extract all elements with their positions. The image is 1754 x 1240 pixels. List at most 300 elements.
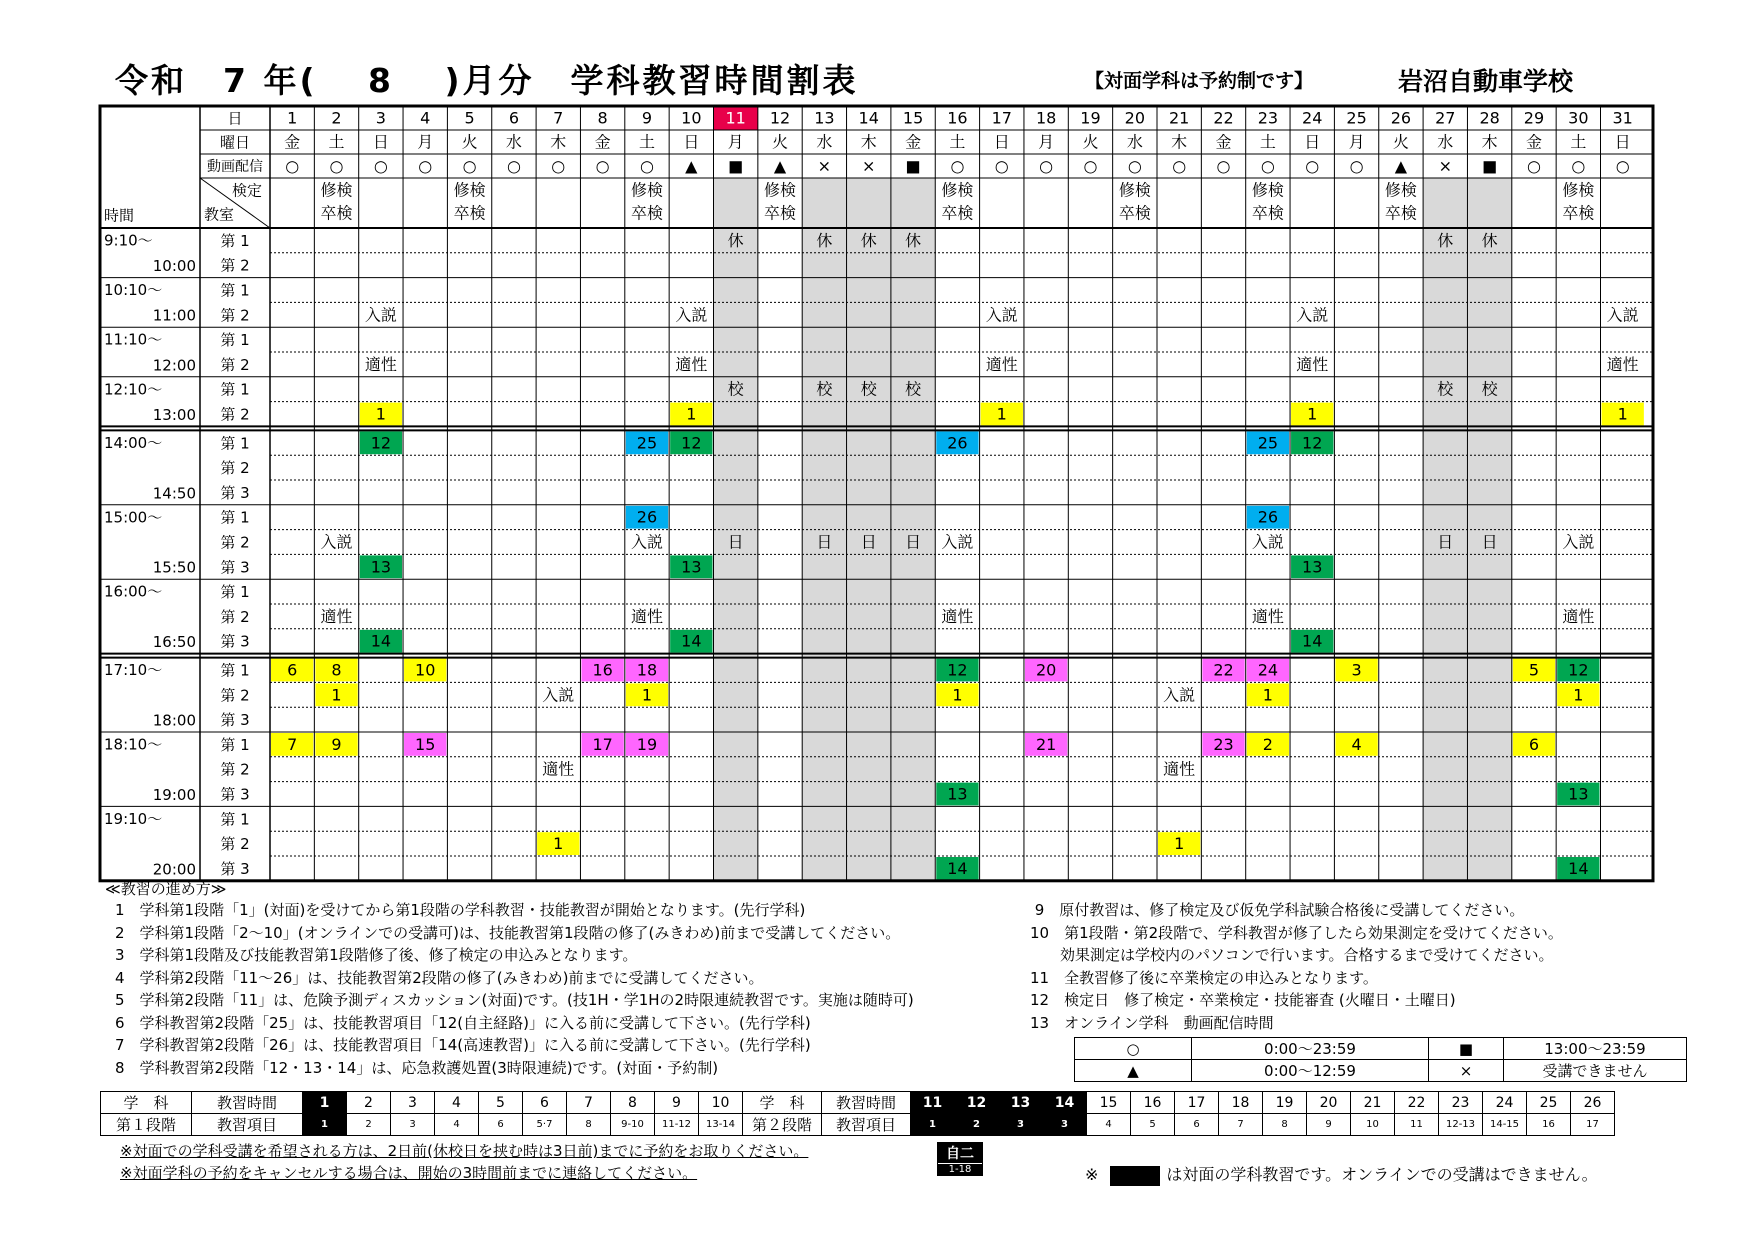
reservation-line-1: ※対面での学科受講を希望される方は、2日前(休校日を挟む時は3日前)までに予約をお取りください。	[120, 1142, 809, 1160]
day-number: 23	[1257, 108, 1279, 128]
lesson-label: 休	[727, 230, 744, 250]
lesson-label: 7	[287, 734, 298, 754]
weekday: 金	[1525, 132, 1542, 152]
day-number: 28	[1479, 108, 1500, 128]
day-number: 11	[725, 108, 746, 128]
weekday: 火	[772, 132, 789, 152]
lesson-label: 3	[1351, 660, 1362, 680]
stage1-item: 4	[435, 1114, 479, 1136]
room-label: 第 1	[220, 661, 250, 680]
school-name: 岩沼自動車学校	[1398, 67, 1574, 96]
day-number: 25	[1346, 108, 1367, 128]
lesson-label: 適性	[320, 606, 353, 626]
note-left: 8 学科教習第2段階「12・13・14」は、応急救護処置(3時限連続)です。(対面・予約制)	[115, 1058, 719, 1077]
room-label: 第 1	[220, 735, 250, 754]
lesson-label: 5	[1528, 660, 1540, 680]
stage2-item: 1	[911, 1114, 955, 1136]
time-start: 19:10～	[104, 809, 163, 828]
stage2-item: 10	[1351, 1114, 1395, 1136]
lesson-label: 1	[1573, 685, 1584, 705]
weekday: 木	[1481, 132, 1498, 152]
note-left: 5 学科第2段階「11」は、危険予測ディスカッション(対面)です。(技1H・学1Hの2時限連続教習です。実施は随時可)	[115, 991, 914, 1009]
lesson-label: 1	[1617, 404, 1628, 424]
weekday: 土	[328, 132, 345, 152]
lesson-label: 適性	[985, 354, 1018, 374]
day-number: 19	[1080, 108, 1101, 128]
note-right: 11 全教習修了後に卒業検定の申込みとなります。	[1030, 968, 1378, 987]
note-right: 効果測定は学校内のパソコンで行います。合格するまで受けてください。	[1030, 946, 1554, 964]
time-end: 10:00	[152, 257, 196, 276]
lesson-label: 12	[1302, 433, 1323, 453]
lesson-label: 休	[816, 230, 833, 250]
time-end: 20:00	[152, 860, 196, 879]
room-label: 第 2	[220, 256, 250, 275]
lesson-label: 入説	[630, 532, 663, 552]
video-mark: ○	[329, 156, 344, 176]
lesson-label: 1	[1307, 404, 1318, 424]
lesson-label: 日	[727, 532, 744, 552]
stage2-time: 19	[1263, 1092, 1307, 1114]
lesson-label: 2	[1262, 734, 1273, 754]
video-mark: ×	[817, 156, 832, 176]
room-label: 第 2	[220, 405, 250, 424]
stage2-item: 3	[1043, 1114, 1087, 1136]
day-number: 27	[1435, 108, 1456, 128]
kentei-shuken: 修検	[1562, 180, 1595, 200]
stage2-item: 6	[1175, 1114, 1219, 1136]
lesson-label: 19	[636, 734, 658, 754]
weekday: 日	[993, 132, 1010, 152]
stage2-time: 20	[1307, 1092, 1351, 1114]
video-mark: ○	[1349, 156, 1364, 176]
lesson-label: 25	[636, 433, 658, 453]
weekday: 土	[1570, 132, 1587, 152]
weekday: 木	[860, 132, 877, 152]
weekday: 水	[505, 132, 522, 152]
lesson-label: 校	[905, 379, 922, 399]
weekday: 土	[1259, 132, 1276, 152]
lesson-label: 13	[947, 784, 968, 804]
day-number: 3	[375, 108, 386, 128]
video-mark: ▲	[685, 156, 698, 176]
lesson-label: 20	[1035, 660, 1057, 680]
footnote-text: は対面の学科教習です。オンラインでの受講はできません。	[1166, 1165, 1598, 1184]
page-title: 令和 7 年( 8 )月分 学科教習時間割表	[115, 61, 859, 100]
lesson-label: 休	[905, 230, 922, 250]
video-mark: ○	[1526, 156, 1541, 176]
weekday: 日	[1304, 132, 1321, 152]
note-left: 4 学科第2段階「11～26」は、技能教習第2段階の修了(みきわめ)前までに受講してください。	[115, 968, 764, 987]
stage1-time: 7	[567, 1092, 611, 1114]
lesson-label: 6	[1528, 734, 1540, 754]
lesson-label: 入説	[542, 685, 575, 705]
room-label: 第 1	[220, 281, 250, 300]
lesson-label: 日	[860, 532, 877, 552]
stage1-time: 2	[347, 1092, 391, 1114]
stage1-label: 第１段階	[101, 1114, 192, 1136]
video-mark: ○	[1615, 156, 1630, 176]
video-mark: ○	[1216, 156, 1231, 176]
stage1-time: 1	[303, 1092, 347, 1114]
room-label: 第 2	[220, 306, 250, 325]
note-right: 12 検定日 修了検定・卒業検定・技能審査 (火曜日・土曜日)	[1030, 991, 1456, 1009]
day-number: 22	[1213, 108, 1234, 128]
weekday: 水	[816, 132, 833, 152]
stage1-time: 8	[611, 1092, 655, 1114]
video-mark: ■	[905, 156, 921, 176]
note-left: 1 学科第1段階「1」(対面)を受けてから第1段階の学科教習・技能教習が開始となります。(先行学科)	[115, 901, 806, 919]
stage1-item: 9-10	[611, 1114, 655, 1136]
gakka-label-2: 学 科	[743, 1092, 822, 1114]
lesson-label: 9	[331, 734, 342, 754]
stage2-time: 22	[1395, 1092, 1439, 1114]
lesson-label: 適性	[1296, 354, 1329, 374]
video-mark: ○	[418, 156, 433, 176]
day-number: 21	[1168, 108, 1190, 128]
stage2-time: 13	[999, 1092, 1043, 1114]
gakka-label: 学 科	[101, 1092, 192, 1114]
video-mark: ○	[373, 156, 388, 176]
footnote-mark: ※	[1085, 1165, 1099, 1184]
video-mark: ○	[1172, 156, 1187, 176]
lesson-label: 1	[331, 685, 342, 705]
room-label: 第 3	[220, 785, 250, 804]
note-left: 6 学科教習第2段階「25」は、技能教習項目「12(自主経路)」に入る前に受講して下さい。(先行学科)	[115, 1013, 811, 1032]
day-number: 20	[1124, 108, 1146, 128]
lesson-label: 8	[331, 660, 342, 680]
stage2-item: 11	[1395, 1114, 1439, 1136]
lesson-label: 26	[636, 507, 658, 527]
lesson-label: 14	[370, 631, 392, 651]
room-label: 第 2	[220, 607, 250, 626]
video-mark: ○	[1083, 156, 1098, 176]
lesson-label: 校	[1481, 379, 1498, 399]
stage1-item: 2	[347, 1114, 391, 1136]
legend-cross: ×	[1429, 1060, 1504, 1082]
reservation-notice: 【対面学科は予約制です】	[1085, 70, 1314, 92]
day-number: 5	[464, 108, 475, 128]
stage1-item: 6	[479, 1114, 523, 1136]
notes-header: ≪教習の進め方≫	[105, 880, 227, 898]
kentei-sotsuken: 卒検	[764, 203, 797, 223]
video-mark: ○	[285, 156, 300, 176]
day-number: 6	[508, 108, 520, 128]
stage2-label: 第２段階	[743, 1114, 822, 1136]
weekday: 土	[638, 132, 655, 152]
time-end: 14:50	[152, 484, 196, 503]
room-label: 第 1	[220, 810, 250, 829]
stage2-time: 21	[1351, 1092, 1395, 1114]
video-mark: ▲	[1394, 156, 1408, 176]
lesson-label: 4	[1351, 734, 1362, 754]
video-mark: ○	[595, 156, 610, 176]
stage1-item: 5·7	[523, 1114, 567, 1136]
video-mark: ○	[1039, 156, 1054, 176]
lesson-label: 12	[1568, 660, 1589, 680]
lesson-label: 18	[636, 660, 658, 680]
weekday-label: 曜日	[219, 133, 251, 152]
day-number: 12	[769, 108, 791, 128]
lesson-label: 休	[1437, 230, 1454, 250]
lesson-label: 13	[370, 557, 392, 577]
video-mark: ▲	[773, 156, 787, 176]
lesson-label: 適性	[542, 759, 575, 779]
time-end: 19:00	[152, 785, 196, 804]
time-start: 15:00～	[104, 508, 163, 527]
lesson-label: 12	[681, 433, 702, 453]
stage2-item: 17	[1571, 1114, 1615, 1136]
time-start: 14:00～	[104, 433, 163, 452]
legend-circle: ○	[1075, 1038, 1192, 1060]
time-start: 16:00～	[104, 582, 163, 601]
video-legend	[1074, 1037, 1687, 1082]
time-start: 12:10～	[104, 380, 163, 399]
note-left: 3 学科第1段階及び技能教習第1段階修了後、修了検定の申込みとなります。	[115, 946, 638, 964]
legend-triangle: ▲	[1075, 1060, 1192, 1082]
weekday: 水	[1126, 132, 1143, 152]
stage2-item: 12-13	[1439, 1114, 1483, 1136]
lesson-label: 15	[415, 734, 436, 754]
lesson-label: 1	[1174, 834, 1185, 854]
weekday: 木	[550, 132, 567, 152]
jiji-range: 1-18	[948, 1164, 972, 1175]
time-start: 17:10～	[104, 661, 163, 680]
video-mark: ○	[462, 156, 477, 176]
closed-day-shade	[891, 178, 935, 881]
stage2-time: 18	[1219, 1092, 1263, 1114]
black-box-icon	[1110, 1166, 1160, 1186]
stage1-item: 1	[303, 1114, 347, 1136]
stage1-item: 11-12	[655, 1114, 699, 1136]
lesson-label: 休	[1481, 230, 1498, 250]
curriculum-table	[100, 1091, 1615, 1136]
stage2-time: 26	[1571, 1092, 1615, 1114]
kentei-label: 検定	[231, 181, 262, 200]
lesson-label: 26	[947, 433, 968, 453]
weekday: 木	[1171, 132, 1188, 152]
kentei-shuken: 修検	[1118, 180, 1151, 200]
lesson-label: 13	[681, 557, 702, 577]
lesson-label: 入説	[1296, 305, 1329, 325]
lesson-label: 12	[370, 433, 392, 453]
jiji-box	[937, 1142, 983, 1176]
kentei-sotsuken: 卒検	[1384, 203, 1417, 223]
room-label: 第 1	[220, 508, 250, 527]
stage1-item: 3	[391, 1114, 435, 1136]
lesson-label: 日	[816, 532, 833, 552]
stage1-time: 9	[655, 1092, 699, 1114]
room-label: 第 1	[220, 583, 250, 602]
lesson-label: 適性	[675, 354, 708, 374]
lesson-label: 22	[1213, 660, 1234, 680]
weekday: 土	[949, 132, 966, 152]
day-number: 18	[1035, 108, 1057, 128]
note-right: 9 原付教習は、修了検定及び仮免学科試験合格後に受講してください。	[1030, 901, 1525, 919]
lesson-label: 1	[553, 834, 564, 854]
jikan-label: 時間	[104, 206, 135, 225]
stage2-time: 11	[911, 1092, 955, 1114]
time-start: 11:10～	[104, 330, 163, 349]
day-number: 30	[1568, 108, 1589, 128]
stage2-item: 8	[1263, 1114, 1307, 1136]
lesson-label: 入説	[320, 532, 353, 552]
closed-day-shade	[847, 178, 891, 881]
kentei-sotsuken: 卒検	[1562, 203, 1595, 223]
kentei-shuken: 修検	[320, 180, 353, 200]
video-label: 動画配信	[207, 159, 263, 175]
weekday: 金	[1215, 132, 1232, 152]
stage1-time: 3	[391, 1092, 435, 1114]
room-label: 第 3	[220, 711, 250, 730]
weekday: 水	[1437, 132, 1454, 152]
lesson-label: 14	[681, 631, 702, 651]
weekday: 金	[284, 132, 301, 152]
lesson-label: 入説	[1163, 685, 1196, 705]
lesson-label: 入説	[985, 305, 1018, 325]
day-number: 16	[947, 108, 968, 128]
room-label: 第 2	[220, 459, 250, 478]
kentei-sotsuken: 卒検	[1118, 203, 1151, 223]
lesson-label: 入説	[1606, 305, 1639, 325]
legend-cross-text: 受講できません	[1504, 1060, 1687, 1082]
room-label: 第 2	[220, 355, 250, 374]
weekday: 火	[461, 132, 478, 152]
stage2-time: 23	[1439, 1092, 1483, 1114]
note-right: 10 第1段階・第2段階で、学科教習が修了したら効果測定を受けてください。	[1030, 923, 1563, 942]
lesson-label: 17	[592, 734, 613, 754]
time-end: 11:00	[152, 306, 196, 325]
legend-square: ■	[1429, 1038, 1504, 1060]
day-number: 14	[858, 108, 879, 128]
time-end: 18:00	[152, 711, 196, 730]
weekday: 火	[1082, 132, 1099, 152]
legend-circle-time: 0:00～23:59	[1192, 1038, 1429, 1060]
jiji-label: 自二	[938, 1143, 982, 1164]
lesson-label: 適性	[941, 606, 974, 626]
lesson-label: 校	[816, 379, 833, 399]
kentei-shuken: 修検	[453, 180, 486, 200]
stage2-time: 16	[1131, 1092, 1175, 1114]
video-mark: ○	[1305, 156, 1320, 176]
note-right: 13 オンライン学科 動画配信時間	[1030, 1013, 1274, 1032]
kentei-shuken: 修検	[630, 180, 663, 200]
kentei-shuken: 修検	[1251, 180, 1284, 200]
lesson-label: 24	[1257, 660, 1279, 680]
time-end: 16:50	[152, 633, 196, 652]
room-label: 第 2	[220, 835, 250, 854]
stage2-time: 14	[1043, 1092, 1087, 1114]
lesson-label: 10	[415, 660, 436, 680]
room-label: 第 3	[220, 859, 250, 878]
lesson-label: 日	[1481, 532, 1498, 552]
day-number: 8	[597, 108, 608, 128]
weekday: 月	[1038, 132, 1055, 152]
stage1-item: 8	[567, 1114, 611, 1136]
day-number: 1	[287, 108, 298, 128]
video-mark: ○	[551, 156, 566, 176]
lesson-label: 23	[1213, 734, 1234, 754]
lesson-label: 26	[1257, 507, 1279, 527]
weekday: 金	[594, 132, 611, 152]
lesson-label: 適性	[1251, 606, 1284, 626]
weekday: 月	[727, 132, 744, 152]
lesson-label: 6	[287, 660, 298, 680]
stage2-item: 7	[1219, 1114, 1263, 1136]
kyoshu-jikan-label-2: 教習時間	[822, 1092, 911, 1114]
lesson-label: 1	[1262, 685, 1273, 705]
stage2-item: 2	[955, 1114, 999, 1136]
day-number: 24	[1302, 108, 1323, 128]
kentei-sotsuken: 卒検	[320, 203, 353, 223]
closed-day-shade	[1423, 178, 1467, 881]
kentei-sotsuken: 卒検	[941, 203, 974, 223]
lesson-label: 適性	[630, 606, 663, 626]
day-number: 9	[641, 108, 653, 128]
video-mark: ○	[994, 156, 1009, 176]
stage2-item: 9	[1307, 1114, 1351, 1136]
stage1-time: 5	[479, 1092, 523, 1114]
lesson-label: 適性	[1606, 354, 1639, 374]
lesson-label: 13	[1568, 784, 1589, 804]
lesson-label: 入説	[941, 532, 974, 552]
kyoshitsu-label: 教室	[204, 205, 235, 224]
time-start: 18:10～	[104, 735, 163, 754]
lesson-label: 1	[996, 404, 1007, 424]
room-label: 第 3	[220, 483, 250, 502]
stage2-item: 16	[1527, 1114, 1571, 1136]
lesson-label: 1	[952, 685, 963, 705]
footnote	[1085, 1162, 1598, 1186]
day-number: 26	[1390, 108, 1412, 128]
stage2-time: 25	[1527, 1092, 1571, 1114]
lesson-label: 適性	[364, 354, 397, 374]
weekday: 月	[1348, 132, 1365, 152]
stage2-time: 12	[955, 1092, 999, 1114]
stage2-item: 3	[999, 1114, 1043, 1136]
room-label: 第 2	[220, 760, 250, 779]
kyoshu-jikan-label-1: 教習時間	[192, 1092, 303, 1114]
day-label: 日	[227, 109, 243, 128]
stage2-time: 24	[1483, 1092, 1527, 1114]
kentei-shuken: 修検	[764, 180, 797, 200]
lesson-label: 1	[375, 404, 386, 424]
note-left: 2 学科第1段階「2～10」(オンラインでの受講可)は、技能教習第1段階の修了(みきわめ)前まで受講してください。	[115, 923, 901, 942]
day-number: 15	[902, 108, 924, 128]
video-mark: ○	[639, 156, 654, 176]
lesson-label: 入説	[1251, 532, 1284, 552]
weekday: 日	[372, 132, 389, 152]
lesson-label: 日	[905, 532, 922, 552]
time-end: 13:00	[152, 405, 196, 424]
time-start: 9:10～	[104, 231, 153, 250]
time-end: 12:00	[152, 356, 196, 375]
video-mark: ○	[506, 156, 521, 176]
stage2-item: 4	[1087, 1114, 1131, 1136]
room-label: 第 1	[220, 331, 250, 350]
lesson-label: 12	[947, 660, 968, 680]
lesson-label: 21	[1035, 734, 1057, 754]
day-number: 31	[1612, 108, 1633, 128]
lesson-label: 14	[1568, 858, 1589, 878]
weekday: 金	[905, 132, 922, 152]
kentei-sotsuken: 卒検	[630, 203, 663, 223]
day-number: 10	[681, 108, 702, 128]
lesson-label: 休	[860, 230, 877, 250]
lesson-label: 1	[686, 404, 697, 424]
stage1-time: 6	[523, 1092, 567, 1114]
lesson-label: 14	[1302, 631, 1323, 651]
day-number: 7	[553, 108, 564, 128]
